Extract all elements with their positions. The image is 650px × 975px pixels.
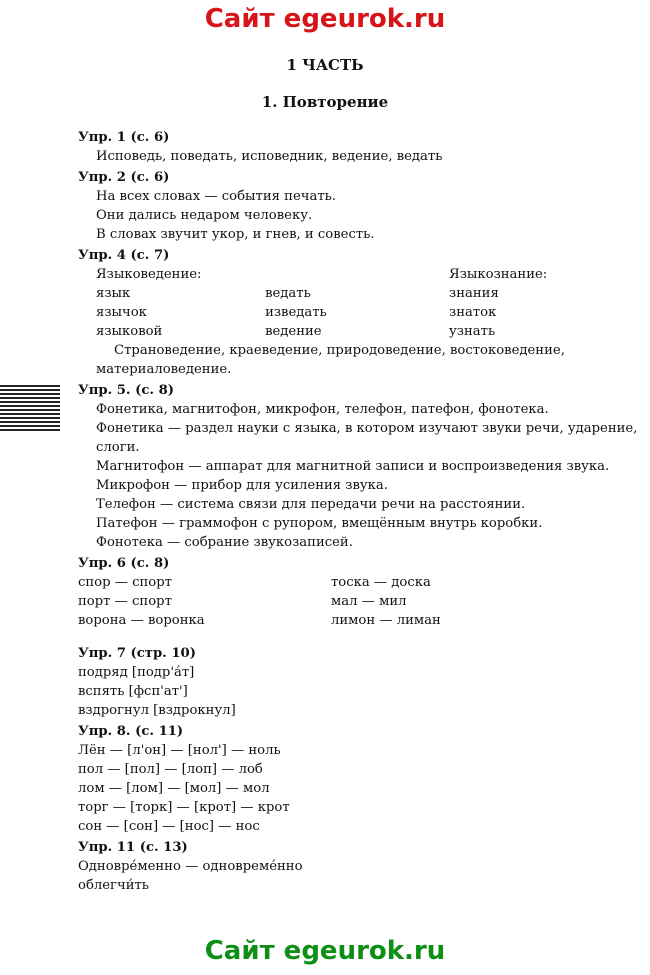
word-item: язык: [96, 286, 131, 301]
text-paragraph: Страноведение, краеведение, природоведение, востоковедение, материаловедение.: [96, 343, 565, 377]
word-item: Языковедение:: [96, 267, 202, 282]
text-line: Фонетика, магнитофон, микрофон, телефон, патефон, фонотека.: [96, 402, 549, 417]
exercise-1: [78, 128, 638, 166]
text-line: Магнитофон — аппарат для магнитной записи и воспроизведения звука.: [96, 459, 610, 474]
word-item: ведение: [265, 324, 322, 339]
word-columns: [96, 265, 638, 341]
margin-stripes-decoration: [0, 385, 60, 431]
part-title: 1 ЧАСТЬ: [286, 56, 364, 74]
section-title: 1. Повторение: [261, 93, 389, 111]
word-pair: тоска — доска: [331, 575, 431, 590]
exercise-title: Упр. 6 (с. 8): [78, 556, 170, 571]
word-item: ведать: [265, 286, 311, 301]
transcription-line: вздрогнул [вздрокнул]: [78, 703, 236, 718]
page-content: [78, 126, 638, 895]
word-pair: порт — спорт: [78, 594, 172, 609]
exercise-5: [78, 381, 638, 552]
exercise-6: [78, 554, 638, 630]
transcription-line: лом — [лом] — [мол] — мол: [78, 781, 270, 796]
transcription-line: торг — [торк] — [крот] — крот: [78, 800, 290, 815]
text-line: Микрофон — прибор для усиления звука.: [96, 478, 388, 493]
text-line: Патефон — граммофон с рупором, вмещённым внутрь коробки.: [96, 516, 543, 531]
word-pair: мал — мил: [331, 594, 407, 609]
exercise-4: [78, 246, 638, 379]
word-item: знания: [449, 286, 499, 301]
exercise-11: [78, 838, 638, 895]
word-pair: лимон — лиман: [331, 613, 441, 628]
exercise-title: Упр. 4 (с. 7): [78, 248, 170, 263]
site-header: Сайт egeurok.ru: [204, 4, 446, 34]
word-item: [265, 265, 449, 284]
exercise-title: Упр. 8. (с. 11): [78, 724, 184, 739]
transcription-line: сон — [сон] — [нос] — нос: [78, 819, 260, 834]
word-item: изведать: [265, 305, 327, 320]
transcription-line: подряд [подр'áт]: [78, 665, 195, 680]
exercise-title: Упр. 11 (с. 13): [78, 840, 188, 855]
word-item: Языкознание:: [449, 267, 548, 282]
text-line: Одновре́менно — одновреме́нно: [78, 859, 303, 874]
transcription-line: Лён — [л'он] — [нол'] — ноль: [78, 743, 281, 758]
exercise-8: [78, 722, 638, 836]
text-line: Исповедь, поведать, исповедник, ведение, ведать: [96, 149, 443, 164]
text-line: Телефон — система связи для передачи речи на расстоянии.: [96, 497, 526, 512]
text-line: облегчи́ть: [78, 878, 149, 893]
text-line: Фонетика — раздел науки с языка, в котором изучают звуки речи, ударение, слоги.: [96, 421, 638, 455]
word-pairs: [78, 573, 638, 630]
site-footer: Сайт egeurok.ru: [204, 936, 446, 966]
word-item: знаток: [449, 305, 497, 320]
exercise-7: [78, 644, 638, 720]
exercise-title: Упр. 2 (с. 6): [78, 170, 170, 185]
exercise-title: Упр. 1 (с. 6): [78, 130, 170, 145]
text-line: На всех словах — события печать.: [96, 189, 336, 204]
exercise-title: Упр. 5. (с. 8): [78, 383, 174, 398]
text-line: В словах звучит укор, и гнев, и совесть.: [96, 227, 375, 242]
word-item: язычок: [96, 305, 147, 320]
transcription-line: вспять [фсп'ат']: [78, 684, 188, 699]
exercise-2: [78, 168, 638, 244]
word-item: узнать: [449, 324, 496, 339]
word-pair: ворона — воронка: [78, 613, 205, 628]
exercise-title: Упр. 7 (стр. 10): [78, 646, 196, 661]
word-pair: спор — спорт: [78, 575, 172, 590]
text-line: Они дались недаром человеку.: [96, 208, 313, 223]
text-line: Фонотека — собрание звукозаписей.: [96, 535, 353, 550]
transcription-line: пол — [пол] — [лоп] — лоб: [78, 762, 263, 777]
word-item: языковой: [96, 324, 163, 339]
